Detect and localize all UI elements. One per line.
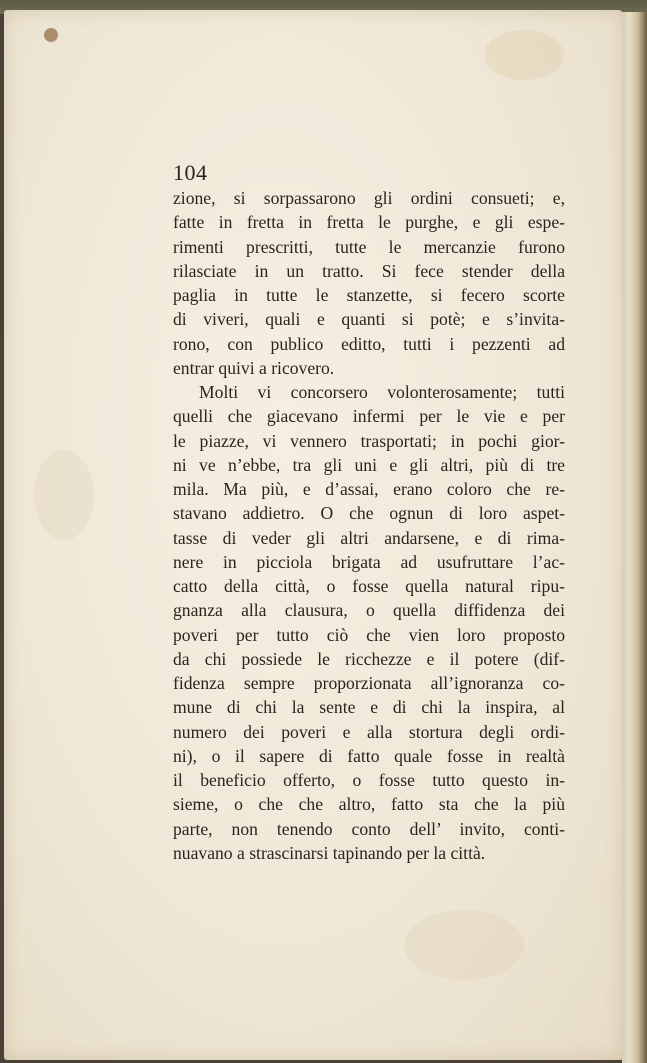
text-line: quelli che giacevano infermi per le vie e per	[173, 406, 565, 427]
text-line: nuavano a strascinarsi tapinando per la città.	[173, 842, 486, 863]
text-line: rilasciate in un tratto. Si fece stender della	[173, 260, 565, 281]
text-line: il beneficio offerto, o fosse tutto questo in-	[173, 770, 565, 790]
paper-stain	[484, 30, 564, 80]
text-line: ni ve n’ebbe, tra gli uni e gli altri, più di tre	[173, 454, 565, 475]
text-line: numero dei poveri e alla stortura degli ordi-	[173, 721, 565, 742]
text-line: catto della città, o fosse quella natural ripu-	[173, 576, 565, 596]
text-line: nere in picciola brigata ad usufruttare l’ac-	[173, 551, 565, 572]
text-line: Molti vi concorsero volonterosamente; tutti	[199, 382, 565, 402]
ink-spot	[44, 28, 58, 42]
text-line: paglia in tutte le stanzette, si fecero scorte	[173, 285, 565, 305]
paper-stain	[404, 910, 524, 980]
text-line: fatte in fretta in fretta le purghe, e gli espe-	[173, 212, 565, 233]
page-edge	[622, 12, 647, 1063]
text-line: fidenza sempre proporzionata all’ignoranza co-	[173, 673, 565, 693]
text-line: da chi possiede le ricchezze e il potere (dif-	[173, 648, 565, 669]
text-line: gnanza alla clausura, o quella diffidenza dei	[173, 600, 565, 621]
page-number: 104	[173, 160, 208, 185]
text-line: tasse di veder gli altri andarsene, e di rima-	[173, 527, 565, 548]
text-line: poveri per tutto ciò che vien loro proposto	[173, 624, 565, 645]
text-line: stavano addietro. O che ognun di loro aspet-	[173, 503, 565, 524]
text-line: zione, si sorpassarono gli ordini consueti; e,	[173, 188, 565, 208]
body-text	[173, 186, 565, 865]
paper-stain	[34, 450, 94, 540]
text-line: mila. Ma più, e d’assai, erano coloro che re-	[173, 479, 565, 499]
text-line: rono, con publico editto, tutti i pezzenti ad	[173, 333, 565, 354]
text-line: sieme, o che che altro, fatto sta che la più	[173, 794, 565, 815]
text-line: entrar quivi a ricovero.	[173, 357, 335, 378]
text-line: di viveri, quali e quanti si potè; e s’invita-	[173, 309, 565, 330]
text-line: rimenti prescritti, tutte le mercanzie furono	[173, 236, 565, 257]
text-line: mune di chi la sente e di chi la inspira, al	[173, 697, 565, 718]
text-line: parte, non tenendo conto dell’ invito, conti-	[173, 818, 565, 839]
text-line: ni), o il sapere di fatto quale fosse in realtà	[173, 745, 565, 766]
text-line: le piazze, vi vennero trasportati; in pochi gior-	[173, 430, 565, 451]
